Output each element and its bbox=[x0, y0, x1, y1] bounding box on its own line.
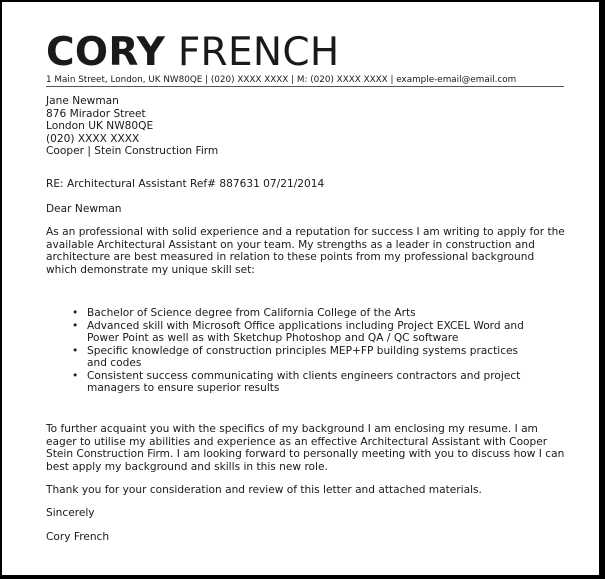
recipient-company: Cooper | Stein Construction Firm bbox=[46, 145, 219, 157]
body-paragraph: To further acquaint you with the specifics of my background I am enclosing my resume. I am eager to utilise my abilities and experience as an effective Architectural Assistant with Cooper Stein Construction Firm. I am looking forward to personally meeting with you to discuss how I can best apply my background and skills in this new role. bbox=[46, 423, 565, 473]
skill-item: • Advanced skill with Microsoft Office applications including Project EXCEL Word and Power Point as well as with Sketchup Photoshop and QA / QC software bbox=[46, 320, 526, 345]
recipient-street: 876 Mirador Street bbox=[46, 107, 146, 120]
reference-line: RE: Architectural Assistant Ref# 887631 07/21/2014 bbox=[46, 178, 325, 190]
skill-item: • Specific knowledge of construction principles MEP+FP building systems practices and codes bbox=[46, 345, 526, 370]
salutation: Dear Newman bbox=[46, 203, 122, 215]
signature-name: Cory French bbox=[46, 531, 110, 543]
contact-line: 1 Main Street, London, UK NW80QE | (020) XXXX XXXX | M: (020) XXXX XXXX | example-email@email.com bbox=[46, 75, 517, 85]
recipient-name: Jane Newman bbox=[46, 95, 119, 107]
recipient-phone: (020) XXXX XXXX bbox=[46, 132, 140, 145]
skills-list bbox=[46, 307, 526, 395]
skill-item: • Consistent success communicating with clients engineers contractors and project managers to ensure superior results bbox=[46, 370, 526, 395]
recipient-city: London UK NW80QE bbox=[46, 120, 154, 132]
applicant-last-name: FRENCH bbox=[177, 30, 340, 75]
thanks-line: Thank you for your consideration and review of this letter and attached materials. bbox=[46, 484, 482, 496]
intro-paragraph: As an professional with solid experience and a reputation for success I am writing to apply for the available Architectural Assistant on your team. My strengths as a leader in construction and architecture are best measured in relation to these points from my professional background which demonstrate my unique skill set: bbox=[46, 226, 565, 276]
closing: Sincerely bbox=[46, 507, 95, 519]
skill-item: • Bachelor of Science degree from California College of the Arts bbox=[46, 307, 526, 320]
recipient-address bbox=[46, 95, 218, 158]
applicant-first-name: CORY bbox=[46, 30, 166, 75]
header-divider bbox=[46, 86, 564, 87]
letter-page bbox=[2, 2, 599, 575]
applicant-name bbox=[46, 31, 340, 75]
